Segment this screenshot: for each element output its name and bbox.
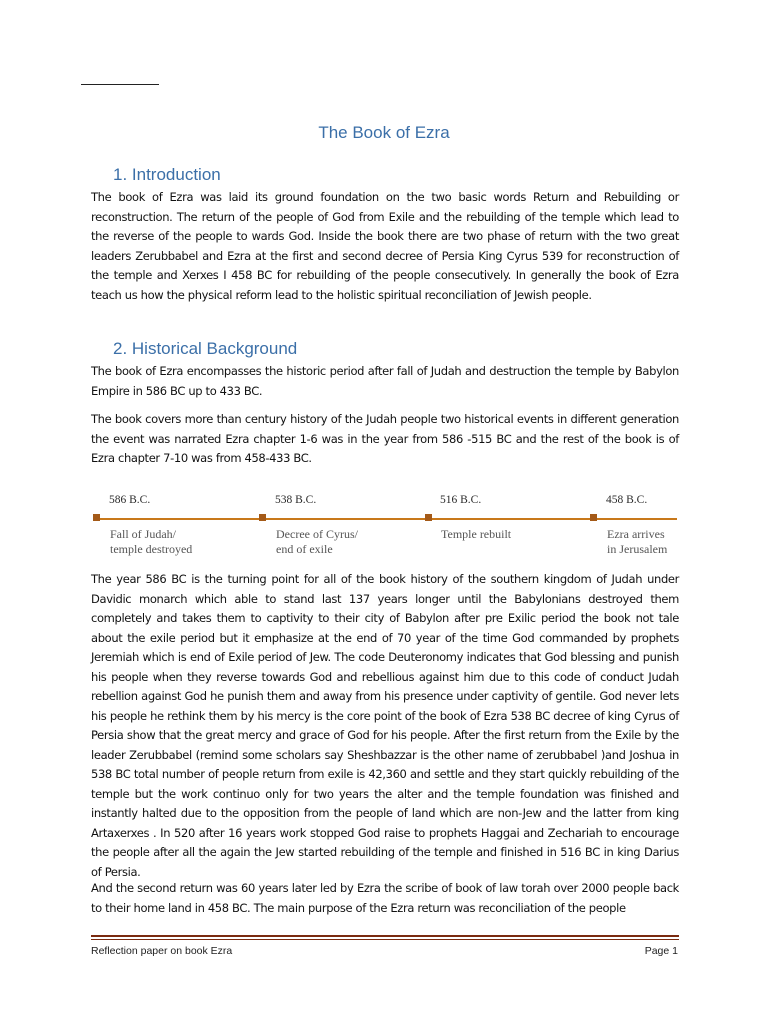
timeline-date-1: 586 B.C.: [109, 494, 151, 506]
timeline-label-1: Fall of Judah/ temple destroyed: [110, 527, 193, 556]
background-paragraph-3: The year 586 BC is the turning point for all of the book history of the southern kingdom of Judah under Davidic monarch which able to stand last 137 years longer until the Babylonians destroyed them completely and takes them to captivity to their city of Babylon after pre Exilic period the book not tale about the exile period but it emphasize at the end of 70 year of the time God commanded by prophets Jeremiah which is end of Exile period of Jew. The code Deuteronomy indicates that God blessing and punish his people when they reverse towards God and rebellious against him due to this code of conduct Judah rebellion against God he punish them and away from his presence under captivity of gentile. God never lets his people he rethink them by his mercy is the core point of the book of Ezra 538 BC decree of king Cyrus of Persia show that the great mercy and grace of God for his people. After the first return from the Exile by the leader Zerubbabel (remind some scholars say Sheshbazzar is the other name of zerubbabel )and Joshua in 538 BC total number of people return from exile is 42,360 and settle and they start quickly rebuilding of the temple but the work continuo only for two years the alter and the temple foundation was finished and instantly halted due to the opposition from the people of land which are non-Jew and the latter from king Artaxerxes . In 520 after 16 years work stopped God raise to prophets Haggai and Zechariah to encourage the people after all the again the Jew started rebuilding of the temple and finished in 516 BC in king Darius of Persia.: [91, 572, 679, 879]
timeline: [91, 494, 681, 564]
timeline-label-2: Decree of Cyrus/ end of exile: [276, 527, 358, 556]
footer-rule: [91, 935, 679, 937]
timeline-label-4: Ezra arrives in Jerusalem: [607, 527, 668, 556]
background-paragraph-4: And the second return was 60 years later led by Ezra the scribe of book of law torah over 2000 people back to their home land in 458 BC. The main purpose of the Ezra return was reconciliation of the people: [91, 881, 679, 915]
background-paragraph-1: The book of Ezra encompasses the historic period after fall of Judah and destruction the temple by Babylon Empire in 586 BC up to 433 BC.: [91, 364, 679, 398]
section-heading-introduction: 1. Introduction: [113, 165, 221, 184]
intro-paragraph: The book of Ezra was laid its ground foundation on the two basic words Return and Rebuilding or reconstruction. The return of the people of God from Exile and the rebuilding of the temple which lead to the reverse of the people to wards God. Inside the book there are two phase of return with the two great leaders Zerubbabel and Ezra at the first and second decree of Persia King Cyrus 539 for reconstruction of the temple and Xerxes I 458 BC for rebuilding of the people consecutively. In generally the book of Ezra teach us how the physical reform lead to the holistic spiritual reconciliation of Jewish people.: [91, 190, 679, 302]
section-heading-historical-background: 2. Historical Background: [113, 339, 298, 358]
footer-document-name: Reflection paper on book Ezra: [91, 945, 233, 957]
timeline-marker-4: [590, 514, 597, 521]
timeline-date-4: 458 B.C.: [606, 494, 648, 506]
header-rule: [81, 84, 159, 85]
document-title: The Book of Ezra: [318, 123, 450, 142]
timeline-date-2: 538 B.C.: [275, 494, 317, 506]
timeline-marker-3: [425, 514, 432, 521]
footer-rule-thin: [91, 939, 679, 940]
background-paragraph-2: The book covers more than century history of the Judah people two historical events in different generation the event was narrated Ezra chapter 1-6 was in the year from 586 -515 BC and the rest of the book is of Ezra chapter 7-10 was from 458-433 BC.: [91, 412, 679, 465]
timeline-marker-1: [93, 514, 100, 521]
timeline-date-3: 516 B.C.: [440, 494, 482, 506]
footer-page-number: Page 1: [644, 945, 678, 957]
timeline-label-3: Temple rebuilt: [441, 527, 512, 541]
timeline-marker-2: [259, 514, 266, 521]
